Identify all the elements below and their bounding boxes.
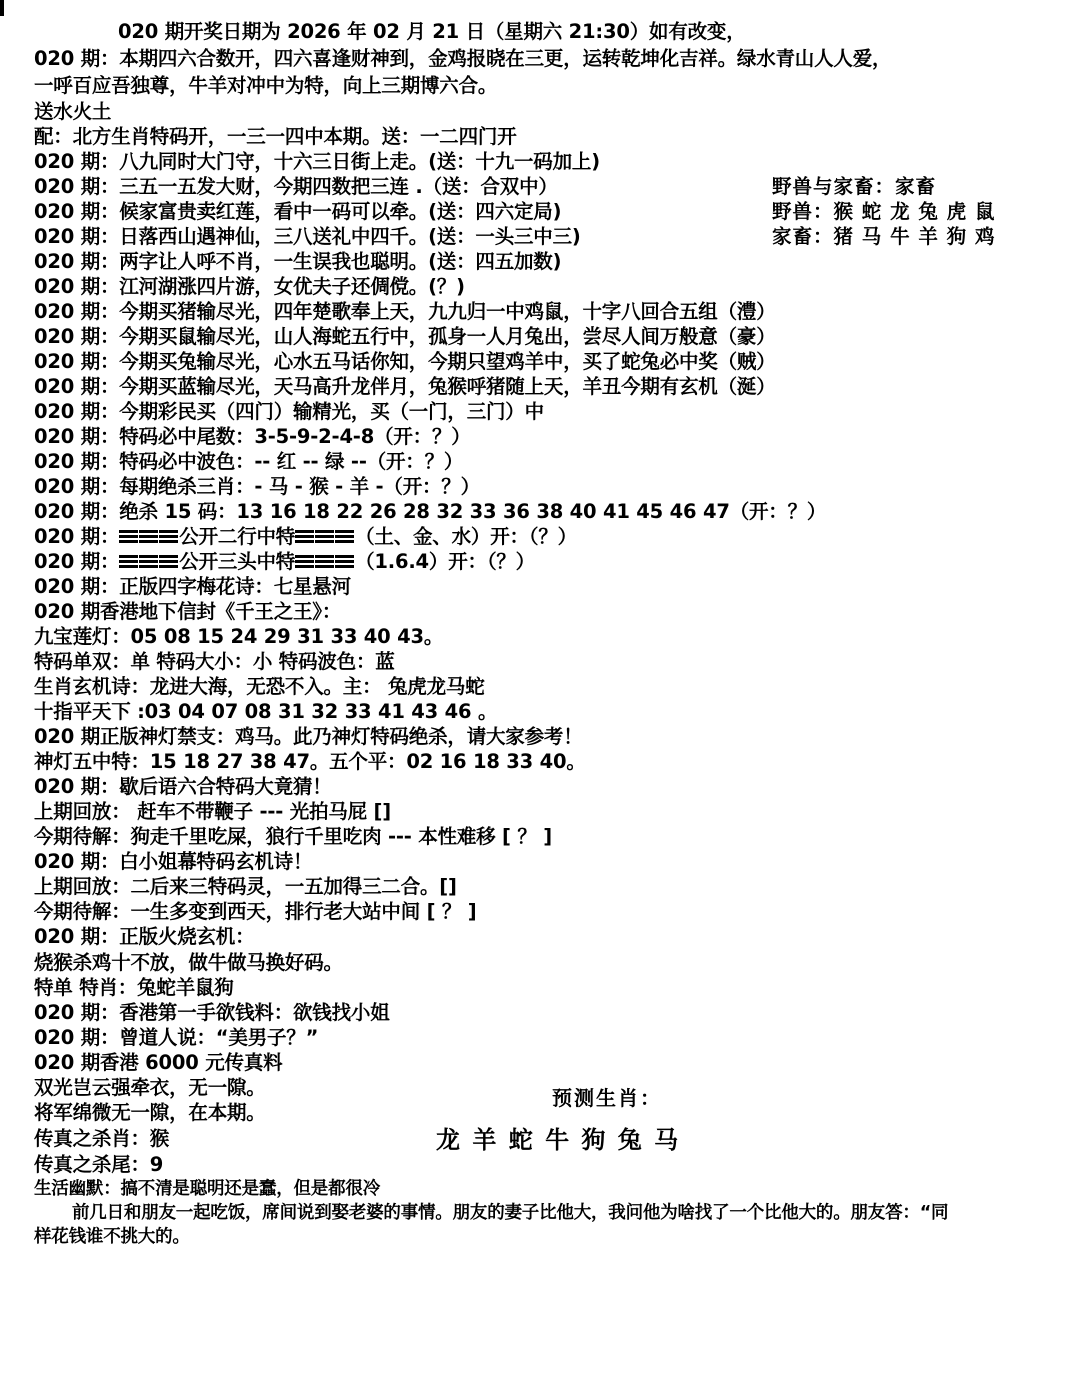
five-elements-label: 公开二行中特 <box>179 525 296 548</box>
text-line: 上期回放：二后来三特码灵，一五加得三二合。[] <box>34 875 457 898</box>
text-line: 双光岂云强牵衣，无一隙。 <box>34 1076 266 1099</box>
block-mark <box>295 530 314 544</box>
line-prefix: 020 期： <box>34 525 120 548</box>
block-mark <box>335 530 354 544</box>
three-heads-label: 公开三头中特 <box>179 550 296 573</box>
text-line: 020 期：绝杀 15 码：13 16 18 22 26 28 32 33 36 38 40 41 45 46 47（开：？） <box>34 500 827 523</box>
text-line: 020 期：香港第一手欲钱料：欲钱找小姐 <box>34 1001 390 1024</box>
block-mark <box>295 555 314 569</box>
humor-title: 生活幽默：搞不清是聪明还是蠢，但是都很冷 <box>34 1179 380 1199</box>
draw-date-header: 020 期开奖日期为 2026 年 02 月 21 日（星期六 21:30）如有改变， <box>118 20 746 43</box>
text-line: 020 期：候家富贵卖红莲，看中一码可以牵。(送：四六定局) <box>34 200 562 223</box>
block-mark <box>139 555 158 569</box>
text-line: 020 期正版神灯禁支：鸡马。此乃神灯特码绝杀，请大家参考！ <box>34 725 583 748</box>
three-heads-line <box>34 549 535 574</box>
text-line: 020 期：两字让人呼不肖，一生误我也聪明。(送：四五加数) <box>34 250 562 273</box>
block-mark <box>119 555 138 569</box>
text-line: 020 期：今期买兔输尽光，心水五马话你知，今期只望鸡羊中，买了蛇兔必中奖（贼） <box>34 350 776 373</box>
block-mark <box>335 555 354 569</box>
text-line: 特单 特肖：兔蛇羊鼠狗 <box>34 976 234 999</box>
text-line: 十指平天下 :03 04 07 08 31 32 33 41 43 46 。 <box>34 700 498 723</box>
animal-type-title: 野兽与家畜：家畜 <box>772 175 937 198</box>
text-line: 特码单双：单 特码大小：小 特码波色：蓝 <box>34 650 395 673</box>
block-mark <box>315 555 334 569</box>
text-line: 传真之杀尾：9 <box>34 1153 164 1176</box>
humor-text-end: 样花钱谁不挑大的。 <box>34 1227 190 1247</box>
text-line: 020 期：歇后语六合特码大竟猜！ <box>34 775 332 798</box>
prediction-animals: 龙 羊 蛇 牛 狗 兔 马 <box>436 1125 681 1154</box>
text-line: 生肖玄机诗：龙进大海，无恐不入。主： 兔虎龙马蛇 <box>34 675 485 698</box>
three-heads-value: （1.6.4）开：（？） <box>355 550 535 573</box>
text-line: 烧猴杀鸡十不放，做牛做马换好码。 <box>34 951 343 974</box>
text-line: 020 期：正版火烧玄机： <box>34 925 255 948</box>
block-mark <box>119 530 138 544</box>
five-elements-line <box>34 524 577 549</box>
block-mark <box>159 530 178 544</box>
text-line: 020 期：日落西山遇神仙，三八送礼中四千。(送：一头三中三) <box>34 225 581 248</box>
five-elements-value: （土、金、水）开：（？） <box>355 525 577 548</box>
line-prefix: 020 期： <box>34 550 120 573</box>
text-line: 今期待解：狗走千里吃屎，狼行千里吃肉 --- 本性难移 [ ？ ] <box>34 825 552 848</box>
text-line: 020 期香港地下信封《千王之王》： <box>34 600 342 623</box>
text-line: 一呼百应吾独尊，牛羊对冲中为特，向上三期博六合。 <box>34 74 498 97</box>
text-line: 020 期：今期彩民买（四门）输精光，买（一门，三门）中 <box>34 400 544 423</box>
text-line: 今期待解：一生多变到西天，排行老大站中间 [ ？ ] <box>34 900 477 923</box>
text-line: 020 期：今期买蓝输尽光，天马高升龙伴月，兔猴呼猪随上天，羊丑今期有玄机（涎） <box>34 375 776 398</box>
text-line: 020 期：正版四字梅花诗：七星悬河 <box>34 575 351 598</box>
text-line: 神灯五中特：15 18 27 38 47。五个平：02 16 18 33 40。 <box>34 750 586 773</box>
text-line: 九宝莲灯：05 08 15 24 29 31 33 40 43。 <box>34 625 444 648</box>
domestic-animals: 家畜：猪 马 牛 羊 狗 鸡 <box>772 225 996 248</box>
text-line: 将军绵微无一隙，在本期。 <box>34 1101 266 1124</box>
text-line: 020 期：白小姐幕特码玄机诗！ <box>34 850 313 873</box>
text-line: 020 期：特码必中波色：-- 红 -- 绿 --（开：？） <box>34 450 464 473</box>
text-line: 020 期：今期买猪输尽光，四年楚歌奉上天，九九归一中鸡鼠，十字八回合五组（澧） <box>34 300 776 323</box>
text-line: 020 期香港 6000 元传真料 <box>34 1051 283 1074</box>
text-line: 传真之杀肖：猴 <box>34 1127 170 1150</box>
text-line: 020 期：曾道人说：“美男子？” <box>34 1026 319 1049</box>
block-mark <box>159 555 178 569</box>
humor-text: 前几日和朋友一起吃饭，席间说到娶老婆的事情。朋友的妻子比他大，我问他为啥找了一个比他大的。朋友答：“同 <box>72 1203 949 1223</box>
block-mark <box>315 530 334 544</box>
prediction-title: 预测生肖： <box>552 1086 662 1110</box>
text-line: 020 期：特码必中尾数：3-5-9-2-4-8（开：？） <box>34 425 471 448</box>
text-line: 020 期：江河湖涨四片游，女优夫子还倜傥。(？) <box>34 275 465 298</box>
text-line: 送水火土 <box>34 100 112 123</box>
text-line: 上期回放： 赶车不带鞭子 --- 光拍马屁 [] <box>34 800 391 823</box>
text-line: 020 期：三五一五发大财，今期四数把三连 .（送：合双中） <box>34 175 558 198</box>
text-line: 020 期：八九同时大门守，十六三日街上走。(送：十九一码加上) <box>34 150 600 173</box>
edge-mark <box>0 0 4 16</box>
block-mark <box>139 530 158 544</box>
text-line: 020 期：今期买鼠输尽光，山人海蛇五行中，孤身一人月兔出，尝尽人间万般意（豪） <box>34 325 776 348</box>
wild-animals: 野兽：猴 蛇 龙 兔 虎 鼠 <box>772 200 996 223</box>
text-line: 020 期：每期绝杀三肖：- 马 - 猴 - 羊 -（开：？） <box>34 475 480 498</box>
text-line: 配：北方生肖特码开，一三一四中本期。送：一二四门开 <box>34 125 517 148</box>
text-line: 020 期：本期四六合数开，四六喜逢财神到，金鸡报晓在三更，运转乾坤化吉祥。绿水青山人人爱， <box>34 47 892 70</box>
